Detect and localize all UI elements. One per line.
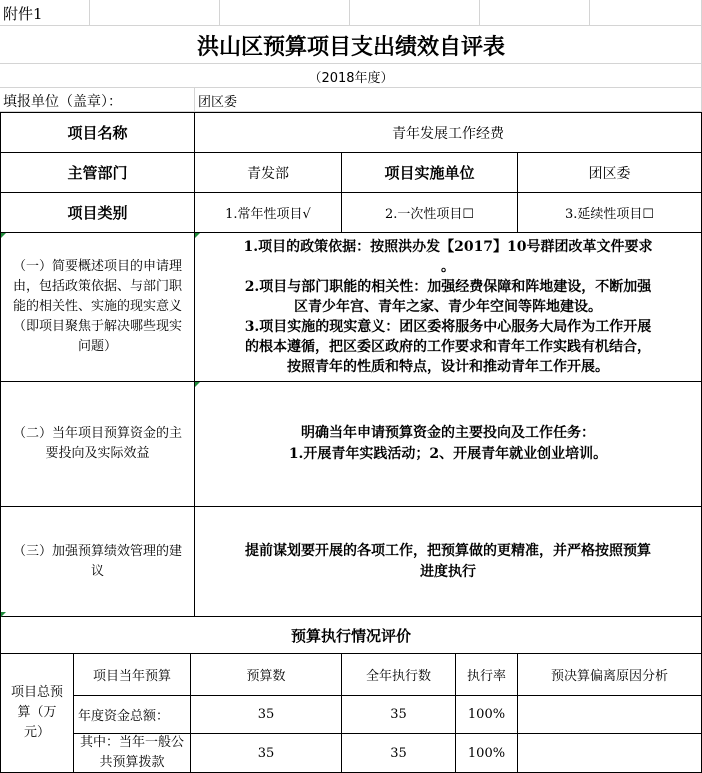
table-row-executed: 35 bbox=[341, 695, 456, 734]
category-option-onetime: 2.一次性项目☐ bbox=[341, 192, 518, 233]
table-row-executed: 35 bbox=[341, 733, 456, 773]
table-row-reason bbox=[517, 695, 702, 734]
section2-label-text: （二）当年项目预算资金的主要投向及实际效益 bbox=[12, 426, 182, 461]
table-row-item bbox=[73, 733, 191, 773]
gridline-cell bbox=[350, 0, 480, 26]
table-row-rate: 100% bbox=[455, 733, 518, 773]
section1-content bbox=[194, 232, 702, 382]
category-option-continuing: 3.延续性项目☐ bbox=[517, 192, 702, 233]
year-label: （2018年度） bbox=[308, 70, 394, 86]
category-label: 项目类别 bbox=[0, 192, 195, 233]
comment-indicator bbox=[195, 233, 200, 238]
header-reason: 预决算偏离原因分析 bbox=[517, 653, 702, 696]
section1-label-text: （一）简要概述项目的申请理由，包括政策依据、与部门职能的相关性、实施的现实意义（即项目聚焦于解决哪些现实问题） bbox=[12, 259, 182, 354]
table-row-rate: 100% bbox=[455, 695, 518, 734]
unit-label: 填报单位（盖章）： bbox=[3, 93, 122, 110]
unit-value: 团区委 bbox=[198, 95, 238, 110]
section3-label-text: （三）加强预算绩效管理的建议 bbox=[12, 543, 182, 579]
header-rate: 执行率 bbox=[455, 653, 518, 696]
attachment-label: 附件1 bbox=[3, 4, 43, 23]
comment-indicator bbox=[1, 233, 6, 238]
impl-unit-label: 项目实施单位 bbox=[341, 152, 518, 193]
project-name-label: 项目名称 bbox=[0, 112, 195, 153]
page-title: 洪山区预算项目支出绩效自评表 bbox=[196, 33, 505, 60]
table-row-budget: 35 bbox=[190, 733, 342, 773]
table-row-item-text: 其中：当年一般公共预算拨款 bbox=[79, 735, 184, 770]
exec-title: 预算执行情况评价 bbox=[0, 616, 702, 654]
section1-line: 3.项目实施的现实意义：团区委将服务中心服务大局作为工作开展 bbox=[244, 319, 652, 335]
total-budget-label-text: 项目总预算（万元） bbox=[11, 685, 64, 740]
section1-label bbox=[0, 232, 195, 382]
section3-line: 提前谋划要开展的各项工作，把预算做的更精准，并严格按照预算 bbox=[245, 542, 651, 559]
dept-value: 青发部 bbox=[194, 152, 342, 193]
section2-content bbox=[194, 381, 702, 507]
section3-label bbox=[0, 506, 195, 617]
table-row-budget: 35 bbox=[190, 695, 342, 734]
section1-line: 2.项目与部门职能的相关性：加强经费保障和阵地建设，不断加强 bbox=[244, 279, 652, 295]
section1-line: 的根本遵循，把区委区政府的工作要求和青年工作实践有机结合， bbox=[245, 339, 651, 355]
gridline-cell bbox=[590, 0, 702, 26]
section1-line: 。 bbox=[441, 259, 455, 275]
section1-line: 区青少年宫、青年之家、青少年空间等阵地建设。 bbox=[294, 299, 602, 315]
project-name-value: 青年发展工作经费 bbox=[194, 112, 702, 153]
dept-label: 主管部门 bbox=[0, 152, 195, 193]
section3-line: 进度执行 bbox=[420, 563, 476, 580]
gridline-cell bbox=[480, 0, 590, 26]
section1-line: 按照青年的性质和特点，设计和推动青年工作开展。 bbox=[287, 359, 609, 375]
total-budget-label bbox=[0, 653, 74, 773]
comment-indicator bbox=[1, 612, 6, 617]
gridline-cell bbox=[220, 0, 350, 26]
header-budget: 预算数 bbox=[190, 653, 342, 696]
comment-indicator bbox=[195, 382, 200, 387]
section1-line: 1.项目的政策依据：按照洪办发【2017】10号群团改革文件要求 bbox=[243, 239, 653, 255]
header-executed: 全年执行数 bbox=[341, 653, 456, 696]
gridline-cell bbox=[90, 0, 220, 26]
impl-unit-value: 团区委 bbox=[517, 152, 702, 193]
table-row-reason bbox=[517, 733, 702, 773]
section3-content bbox=[194, 506, 702, 617]
section2-label bbox=[0, 381, 195, 507]
section2-line: 明确当年申请预算资金的主要投向及工作任务： bbox=[301, 425, 595, 441]
category-option-regular: 1.常年性项目√ bbox=[194, 192, 342, 233]
section2-line: 1.开展青年实践活动；2、开展青年就业创业培训。 bbox=[288, 446, 608, 462]
header-item: 项目当年预算 bbox=[73, 653, 191, 696]
table-row-item: 年度资金总额： bbox=[73, 695, 191, 734]
